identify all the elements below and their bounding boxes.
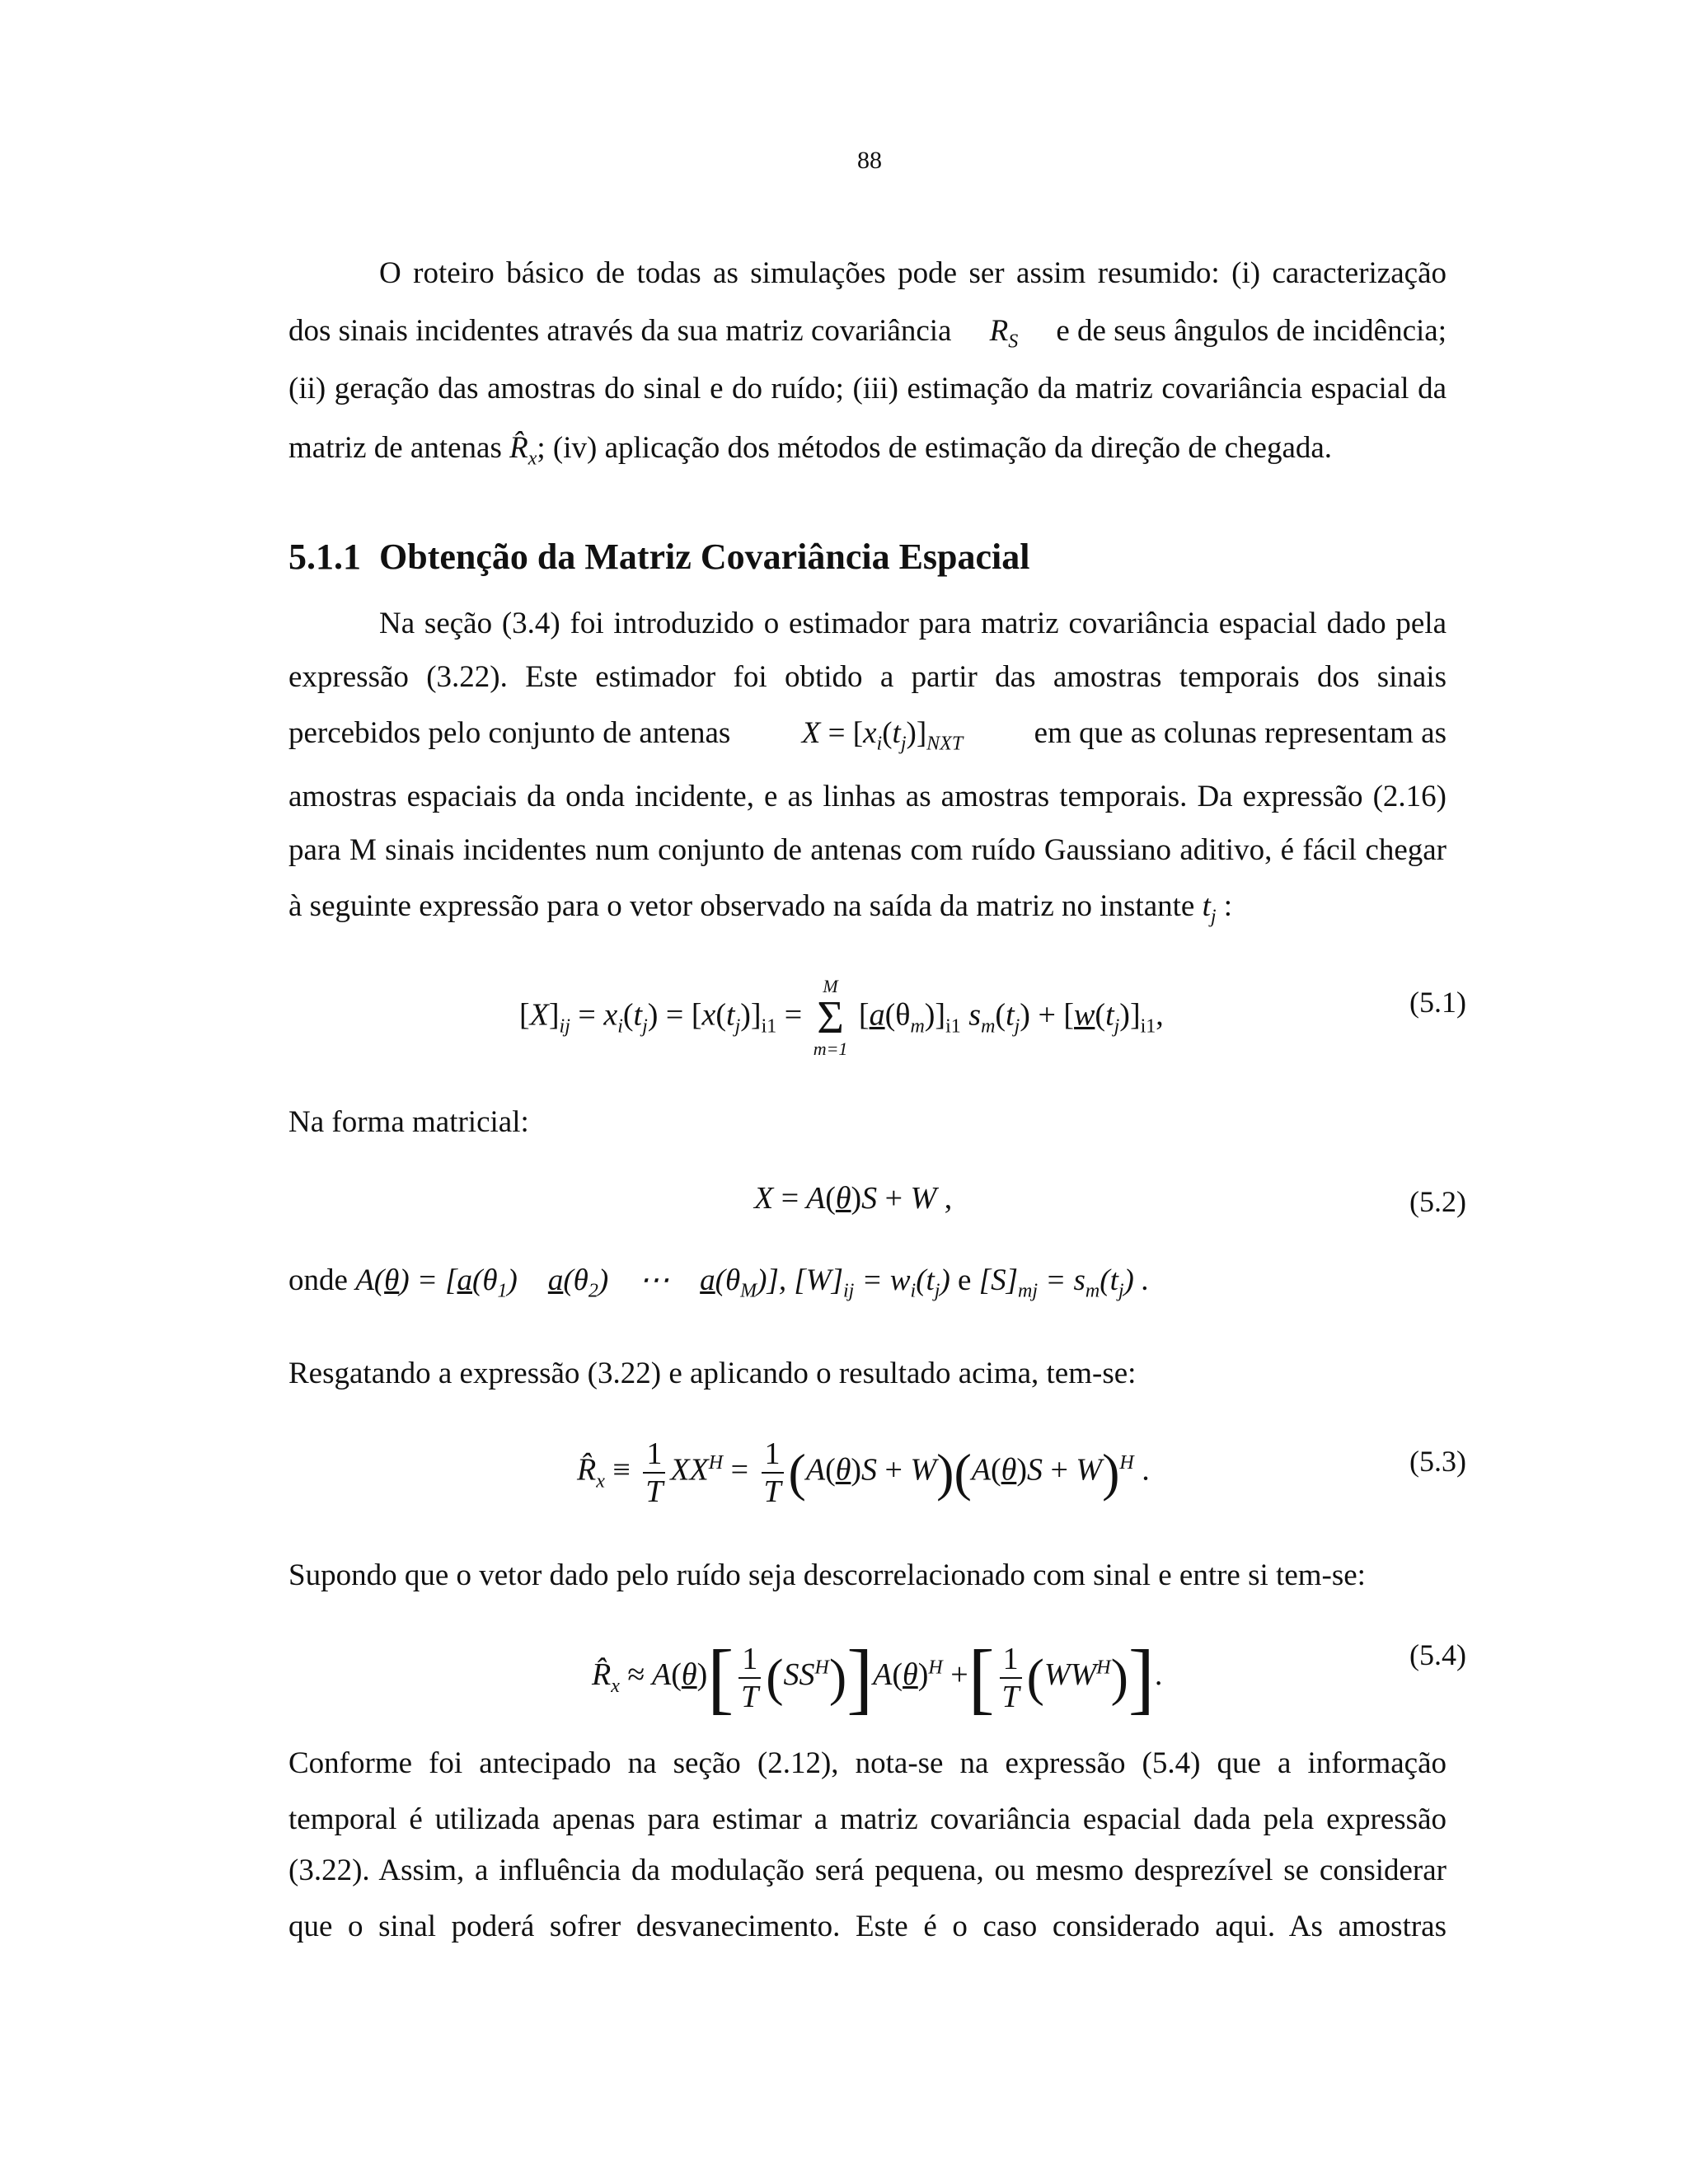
page-number: 88 (857, 147, 882, 174)
text-line: que o sinal poderá sofrer desvanecimento. Este é o caso considerado aqui. As amostras (288, 1910, 1447, 1943)
text-fragment: percebidos pelo conjunto de antenas (288, 716, 731, 750)
text-line (288, 707, 1447, 770)
equation-5-1: $[X]_{ij} = x_i(t_j) = [x(t_j)]_{i1}$ = M Σ m=1 $[a(\theta_m)]_{i1}$ $s_m(t_j) + [w(t_j)]_{i1}$, (519, 976, 1164, 1059)
text-fragment: dos sinais incidentes através da sua matriz covariância (288, 314, 952, 348)
math-x-definition: $X = [x_i(t_j)]_{NXT}$ (801, 716, 964, 755)
equation-number: (5.3) (1409, 1445, 1466, 1478)
equation-5-2: X = A(θ)S + W , (754, 1181, 953, 1216)
text-line (288, 422, 1332, 485)
equation-5-4: $R̂_x \approx A(\theta)$[ $\frac{1}{T}$ $(SS^H)]A(\theta)^H$ +[ $\frac{1}{T}$ $(WW^H)$]. (592, 1633, 1163, 1722)
text-fragment: em que as colunas representam as (1034, 716, 1447, 750)
text-fragment: onde (288, 1263, 348, 1297)
summation-symbol: M Σ m=1 (813, 976, 848, 1059)
text-line: Resgatando a expressão (3.22) e aplicando o resultado acima, tem-se: (288, 1357, 1137, 1390)
text-line: Conforme foi antecipado na seção (2.12), nota-se na expressão (5.4) que a informação (288, 1746, 1447, 1780)
text-line: amostras espaciais da onda incidente, e as linhas as amostras temporais. Da expressão (2.16) (288, 780, 1447, 813)
math-tj: $t_j$ (1202, 889, 1217, 928)
text-line: temporal é utilizada apenas para estimar a matriz covariância espacial dada pela expressão (288, 1802, 1447, 1836)
text-line (288, 1254, 1149, 1317)
equation-number: (5.1) (1409, 986, 1466, 1019)
text-fragment: e (958, 1263, 972, 1297)
text-line: expressão (3.22). Este estimador foi obtido a partir das amostras temporais dos sinais (288, 660, 1447, 694)
text-line (288, 305, 1447, 368)
section-heading (288, 536, 1030, 578)
math-s-definition: $[S]_{mj} = s_m(t_j)$ . (978, 1263, 1150, 1302)
text-line: Na seção (3.4) foi introduzido o estimador para matriz covariância espacial dado pela (379, 607, 1447, 640)
text-line: à seguinte expressão para o vetor observado na saída da matriz no instante $t_j$ : (288, 889, 1233, 928)
equation-5-3: $R̂_x$ ≡ $\frac{1}{T}$ $XX^H$ = $\frac{1}{T}$ $(A(\theta)S + W)(A(\theta)S + W)^H$ . (577, 1436, 1150, 1509)
text-fragment: à seguinte expressão para o vetor observado na saída da matriz no instante (288, 889, 1195, 923)
section-title: Obtenção da Matriz Covariância Espacial (379, 537, 1030, 577)
equation-number: (5.4) (1409, 1638, 1466, 1671)
text-line: O roteiro básico de todas as simulações pode ser assim resumido: (i) caracterização (379, 256, 1447, 290)
section-number: 5.1.1 (288, 537, 361, 577)
math-definitions: $A(\theta) = [a(\theta_1)$ $a(\theta_2)$ ⋯ $a(\theta_M)$], $[W]_{ij} = w_i(t_j)$ (355, 1263, 950, 1302)
text-line: (3.22). Assim, a influência da modulação será pequena, ou mesmo desprezível se considerar (288, 1854, 1447, 1887)
text-line: Na forma matricial: (288, 1105, 529, 1139)
math-rs: $R_S$ (989, 314, 1019, 353)
math-rx-hat: $R̂_x$ (509, 431, 537, 470)
text-fragment: matriz de antenas (288, 431, 502, 465)
text-line: Supondo que o vetor dado pelo ruído seja descorrelacionado com sinal e entre si tem-se: (288, 1558, 1366, 1592)
text-line: (ii) geração das amostras do sinal e do ruído; (iii) estimação da matriz covariância espacial da (288, 372, 1447, 405)
text-fragment: e de seus ângulos de incidência; (1056, 314, 1447, 348)
equation-number: (5.2) (1409, 1185, 1466, 1218)
text-fragment: ; (iv) aplicação dos métodos de estimação da direção de chegada. (537, 431, 1333, 465)
text-line: para M sinais incidentes num conjunto de antenas com ruído Gaussiano aditivo, é fácil chegar (288, 833, 1447, 867)
